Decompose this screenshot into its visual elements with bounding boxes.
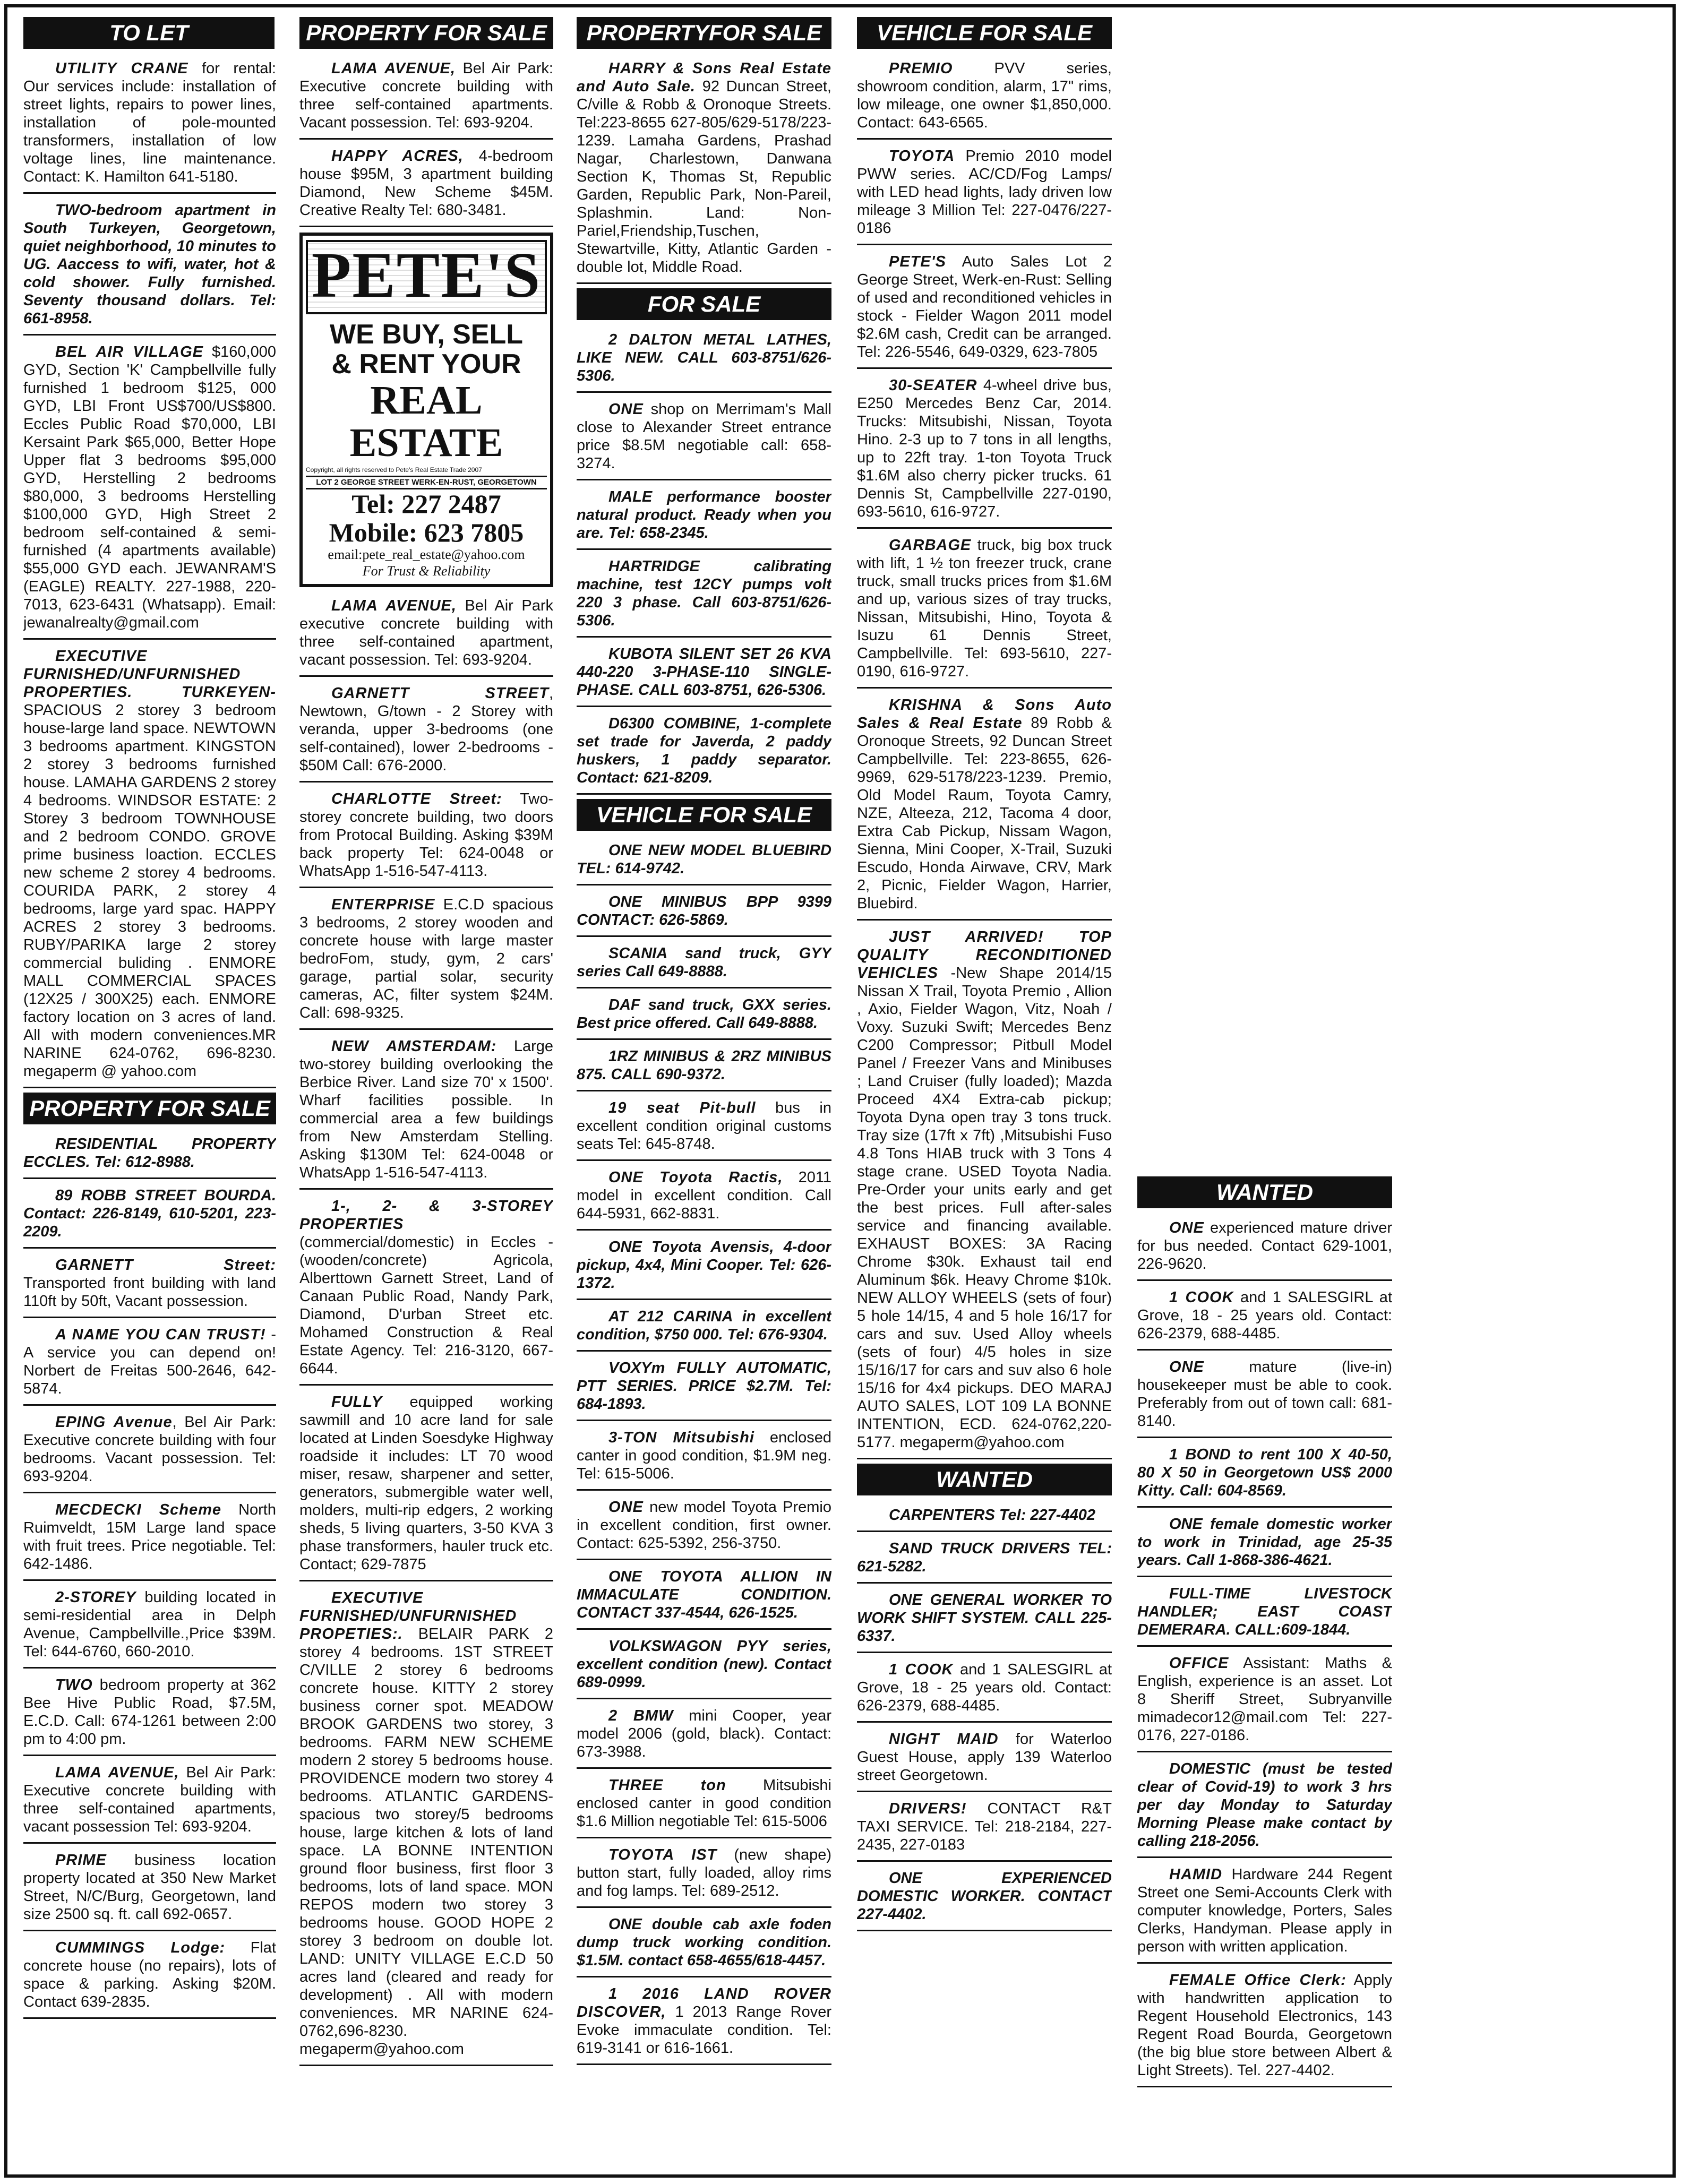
classified-ad <box>577 56 831 284</box>
ad-body: mature (live-in) housekeeper must be able to cook. Preferably from out of town call: 681-8140. <box>1137 1358 1392 1430</box>
classified-ad <box>1137 1216 1392 1281</box>
classified-ad <box>857 1657 1112 1723</box>
ad-body: shop on Merrimam's Mall close to Alexander Street entrance price $8.5M negotiable call: 658-3274. <box>577 401 831 472</box>
ad-lead: ONE NEW MODEL BLUEBIRD TEL: 614-9742. <box>577 842 831 877</box>
classified-ad <box>857 250 1112 369</box>
classified-ad <box>857 1866 1112 1931</box>
petes-real-estate-ad <box>299 233 553 587</box>
ad-lead: CARPENTERS Tel: 227-4402 <box>889 1507 1095 1524</box>
ad-lead: LAMA AVENUE, <box>331 597 457 614</box>
column-4 <box>857 15 1112 2170</box>
classified-ad <box>577 1425 831 1491</box>
ad-lead: 3-TON Mitsubishi <box>608 1429 754 1446</box>
ad-lead: 19 seat Pit-bull <box>608 1099 756 1116</box>
section-header-wanted: WANTED <box>1137 1176 1392 1208</box>
ad-lead: FULL-TIME LIVESTOCK HANDLER; EAST COAST DEMERARA. CALL:609-1844. <box>1137 1585 1392 1638</box>
ad-body: , Bel Air Park: Executive concrete building with four bedrooms. Vacant possession. Tel: 693-9204. <box>23 1414 276 1485</box>
ad-lead: EPING Avenue <box>55 1414 173 1431</box>
ad-lead: PRIME <box>55 1852 107 1869</box>
classified-ad <box>23 198 276 336</box>
ad-lead: PREMIO <box>889 60 953 77</box>
ad-lead: MALE performance booster natural product. Ready when you are. Tel: 658-2345. <box>577 488 831 541</box>
ad-body: 89 Robb & Oronoque Streets, 92 Duncan Street Campbellville. Tel: 223-8655, 626-9969, 629-5178/223-1239. Premio, Old Model Raum, Toyota Camry, NZE, Alteeza, 212, Tacoma 4 door, Extra Cab Pickup, Nissam Wagon, Sienna, Mini Cooper, X-Trail, Suzuki Escudo, Honda Airwave, CRV, Mark 2, Picnic, Fielder Wagon, Harrier, Bluebird. <box>857 715 1112 912</box>
ad-lead: 1 BOND to rent 100 X 40-50, 80 X 50 in Georgetown US$ 2000 Kitty. Call: 604-8569. <box>1137 1446 1392 1499</box>
classified-ad <box>577 1634 831 1699</box>
ad-body: 1 2013 Range Rover Evoke immaculate condition. Tel: 619-3141 or 616-1661. <box>577 2004 831 2057</box>
classified-ad <box>299 1034 553 1190</box>
petes-copyright: Copyright, all rights reserved to Pete's Real Estate Trade 2007 <box>306 466 482 474</box>
ad-lead: 2-STOREY <box>55 1589 136 1606</box>
petes-logo: PETE'S <box>306 240 547 314</box>
ad-lead: ONE double cab axle foden dump truck working condition. $1.5M. contact 658-4655/618-4457. <box>577 1916 831 1969</box>
classified-ad <box>1137 1968 1392 2087</box>
ad-lead: TOYOTA IST <box>608 1846 717 1863</box>
to-let-ads <box>23 56 276 1088</box>
section-header-vehicle-for-sale: VEHICLE FOR SALE <box>577 799 831 831</box>
classified-ad <box>577 328 831 393</box>
ad-lead: LAMA AVENUE, <box>331 60 456 77</box>
ad-body: 4-wheel drive bus, E250 Mercedes Benz Car, 2014. Trucks: Mitsubishi, Nissan, Toyota Hino. 2-3 up to 7 tons in all lengths, up to 22ft tray. 1-ton Toyota Truck $1.6M also cherry picker trucks. 61 Dennis St, Campbellville 227-0190, 693-5610, 616-9727. <box>857 377 1112 520</box>
classified-ad <box>1137 1442 1392 1508</box>
ad-lead: LAMA AVENUE, <box>55 1764 179 1781</box>
ad-lead: ONE <box>1169 1219 1204 1236</box>
ad-lead: 1 COOK <box>889 1661 954 1678</box>
petes-tagline: For Trust & Reliability <box>362 563 491 579</box>
ad-body: 92 Duncan Street, C/ville & Robb & Oronoque Streets. Tel:223-8655 627-805/629-5178/223-1239. Lamaha Gardens, Prashad Nagar, Charlestown, Danwana Section K, Thomas St, Republic Garden, Republic Park, Non-Pareil, Splashmin. Land: Non-Pariel,Friendship,Tuschen, Stewartville, Kitty, Atlantic Garden - double lot, Middle Road. <box>577 78 831 276</box>
classified-ad <box>299 594 553 677</box>
ad-lead: SCANIA sand truck, GYY series Call 649-8888. <box>577 945 831 980</box>
ad-lead: HARRY & Sons Real Estate and Auto Sale. <box>577 60 831 95</box>
ad-lead: GARNETT Street: <box>55 1257 276 1274</box>
classified-ad <box>857 693 1112 921</box>
ad-lead: ENTERPRISE <box>331 896 435 913</box>
ad-lead: A NAME YOU CAN TRUST! <box>55 1326 266 1343</box>
ad-lead: GARNETT STREET <box>331 685 549 702</box>
ad-body: and 1 SALESGIRL at Grove, 18 - 25 years old. Contact: 626-2379, 688-4485. <box>1137 1289 1392 1342</box>
ad-body: for rental: Our services include: installation of street lights, repairs to power lines, installation of pole-mounted transformers, installation of low voltage lines, line maintenance. Contact: K. Hamilton 641-5180. <box>23 60 276 185</box>
classified-ad <box>577 711 831 795</box>
ad-lead: KRISHNA & Sons Auto Sales & Real Estate <box>857 697 1112 732</box>
ad-lead: HAMID <box>1169 1866 1223 1883</box>
ad-lead: VOLKSWAGON PYY series, excellent condition (new). Contact 689-0999. <box>577 1638 831 1691</box>
column-2 <box>299 15 553 2170</box>
ad-lead: THREE ton <box>608 1777 726 1794</box>
ad-body: Bel Air Park: Executive concrete building with three self-contained apartments, vacant possession Tel: 693-9204. <box>23 1764 276 1835</box>
ad-lead: 1 COOK <box>1169 1289 1234 1306</box>
ad-body: and 1 SALESGIRL at Grove, 18 - 25 years old. Contact: 626-2379, 688-4485. <box>857 1661 1112 1714</box>
ad-lead: CHARLOTTE Street: <box>331 790 502 807</box>
classified-ad <box>1137 1285 1392 1351</box>
ad-lead: EXECUTIVE FURNISHED/UNFURNISHED PROPERTIES. TURKEYEN- <box>23 648 276 701</box>
ad-lead: TWO <box>55 1676 93 1693</box>
ad-lead: ONE <box>608 1499 644 1516</box>
ad-body: enclosed canter in good condition, $1.9M neg. Tel: 615-5006. <box>577 1429 831 1482</box>
section-header-vehicle-for-sale: VEHICLE FOR SALE <box>857 17 1112 49</box>
ad-lead: GARBAGE <box>889 537 972 554</box>
ad-lead: JUST ARRIVED! TOP QUALITY RECONDITIONED VEHICLES <box>857 928 1112 982</box>
ad-body: $160,000 GYD, Section 'K' Campbellville fully furnished 1 bedroom $125, 000 GYD, LBI Front US$700/US$800. Eccles Public Road $70,000, LBI Kersaint Park $65,000, Better Hope Upper flat 3 bedrooms $95,000 GYD, Herstelling 2 bedrooms $80,000, 3 bedrooms Herstelling $100,000 GYD, High Street 2 bedroom self-contained & semi-furnished (4 apartments available) $55,000 GYD each. JEWANRAM'S (EAGLE) REALTY. 227-1988, 220-7013, 623-6431 (Whatsapp). Email: jewanalrealty@gmail.com <box>23 343 276 631</box>
classified-ad <box>577 1044 831 1091</box>
ad-lead: NIGHT MAID <box>889 1731 999 1748</box>
ad-body: (commercial/domestic) in Eccles - (wooden/concrete) Agricola, Alberttown Garnett Street, Land of Canaan Public Road, Nandy Park, Diamond, D'urban Street etc. Mohamed Construction & Real Estate Agency. Tel: 216-3120, 667-6644. <box>299 1234 553 1377</box>
classified-ad <box>577 1773 831 1838</box>
classified-ad <box>577 1304 831 1352</box>
classified-ad <box>1137 1757 1392 1858</box>
classified-ad <box>1137 1512 1392 1577</box>
classified-ad <box>299 1194 553 1386</box>
ad-lead: 1 2016 LAND ROVER DISCOVER, <box>577 1985 831 2020</box>
ad-lead: 2 BMW <box>608 1707 674 1724</box>
classified-ad <box>577 397 831 480</box>
classified-ad <box>577 1495 831 1560</box>
classified-ad <box>299 1390 553 1581</box>
ad-lead: ONE female domestic worker to work in Trinidad, age 25-35 years. Call 1-868-386-4621. <box>1137 1516 1392 1569</box>
classifieds-page <box>4 4 1676 2178</box>
classified-ad <box>1137 1355 1392 1438</box>
ad-body: Flat concrete house (no repairs), lots of space & parking. Asking $20M. Contact 639-2835. <box>23 1939 276 2010</box>
section-header-for-sale: FOR SALE <box>577 288 831 320</box>
petes-line-1: WE BUY, SELL <box>329 319 524 350</box>
classified-ad <box>23 1760 276 1844</box>
ad-lead: ONE Toyota Ractis, <box>608 1169 783 1186</box>
ad-body: truck, big box truck with lift, 1 ½ ton freezer truck, crane truck, small trucks prices from $1.6M and up, various sizes of tray trucks, Nissan, Mitsubishi, Hino, Toyota & Isuzu 61 Dennis Street, Campbellville. Tel: 693-5610, 227-0190, 616-9727. <box>857 537 1112 680</box>
petes-mobile: Mobile: 623 7805 <box>329 518 524 547</box>
ad-lead: ONE <box>608 401 644 418</box>
ad-lead: ONE TOYOTA ALLION IN IMMACULATE CONDITION. CONTACT 337-4544, 626-1525. <box>577 1568 831 1621</box>
classified-ad <box>577 1843 831 1908</box>
classified-ad <box>577 1912 831 1977</box>
classified-ad <box>299 144 553 227</box>
classified-ad <box>299 1586 553 2066</box>
ad-body: PVV series, showroom condition, alarm, 17" rims, low mileage, one owner $1,850,000. Contact: 643-6565. <box>857 60 1112 131</box>
ad-body: Bel Air Park: Executive concrete building with three self-contained apartments. Vacant possession. Tel: 693-9204. <box>299 60 553 131</box>
classified-ad <box>23 1253 276 1318</box>
property-ads <box>23 1132 276 2019</box>
ad-lead: ONE MINIBUS BPP 9399 CONTACT: 626-5869. <box>577 893 831 928</box>
ad-body: bus in excellent condition original customs seats Tel: 645-8748. <box>577 1099 831 1153</box>
ad-body: Two-storey concrete building, two doors from Protocal Building. Asking $39M back property Tel: 624-0048 or WhatsApp 1-516-547-4113. <box>299 790 553 880</box>
ad-lead: D6300 COMBINE, 1-complete set trade for Javerda, 2 paddy huskers, 1 paddy separator. Contact: 621-8209. <box>577 715 831 786</box>
wanted-ads <box>1137 1216 1392 2087</box>
classified-ad <box>23 56 276 194</box>
ad-body: -New Shape 2014/15 Nissan X Trail, Toyota Premio , Allion , Axio, Fielder Wagon, Vitz, Noah / Voxy. Suzuki Swift; Mercedes Benz C200 Compressor; Pitbull Model Panel / Freezer Vans and Minibuses ; Land Cruiser (fully loaded); Mazda Proceed 4X4 Extra-cab pickup; Toyota Dyna open tray 3 tons truck. Tray size (17ft x 7ft) ,Mitsubishi Fuso 4.8 Tons HIAB truck with 3 Tons 4 stage crane. USED Toyota Nadia. Pre-Order your units early and get the best prices. Full after-sales service and financing available. EXHAUST BOXES: 3A Racing Chrome $30k. Exhaust tail end Aluminum $6k. Heavy Chrome $10k. NEW ALLOY WHEELS (sets of four) 5 hole 14/15, 4 and 5 hole 16/17 for cars and suv. Used Alloy wheels (sets of four) 4/5 holes in size 15/16/17 for cars and suv also 6 hole 15/16 for 4x4 pickups. DEO MARAJ AUTO SALES, LOT 109 LA BONNE INTENTION, ECD. 624-0762,220-5177. megaperm@yahoo.com <box>857 965 1112 1451</box>
ad-body: bedroom property at 362 Bee Hive Public Road, $7.5M, E.C.D. Call: 674-1261 between 2:00 pm to 4:00 pm. <box>23 1676 276 1748</box>
ad-body: North Ruimveldt, 15M Large land space with fruit trees. Price negotiable. Tel: 642-1486. <box>23 1501 276 1572</box>
classified-ad <box>577 485 831 550</box>
ad-lead: UTILITY CRANE <box>55 60 188 77</box>
property-ads <box>577 56 831 284</box>
ad-lead: RESIDENTIAL PROPERTY ECCLES. Tel: 612-8988. <box>23 1136 276 1171</box>
ad-lead: ONE GENERAL WORKER TO WORK SHIFT SYSTEM. CALL 225-6337. <box>857 1592 1112 1645</box>
classified-ad <box>23 1585 276 1669</box>
classified-ad <box>23 1848 276 1931</box>
ad-lead: DAF sand truck, GXX series. Best price offered. Call 649-8888. <box>577 996 831 1031</box>
classified-ad <box>577 1165 831 1231</box>
ad-lead: HARTRIDGE calibrating machine, test 12CY pumps volt 220 3 phase. Call 603-8751/626-5306. <box>577 558 831 629</box>
ad-lead: MECDECKI Scheme <box>55 1501 221 1518</box>
ad-lead: ONE <box>1169 1358 1204 1375</box>
ad-lead: DRIVERS! <box>889 1800 967 1817</box>
ad-body: CONTACT R&T TAXI SERVICE. Tel: 218-2184, 227-2435, 227-0183 <box>857 1800 1112 1853</box>
classified-ad <box>857 533 1112 689</box>
ad-body: BELAIR PARK 2 storey 4 bedrooms. 1ST STREET C/VILLE 2 storey 6 bedrooms concrete house. KITTY 2 storey business corner spot. MEADOW BROOK GARDENS two storey, 3 bedrooms. FARM NEW SCHEME modern 2 storey 5 bedrooms house. PROVIDENCE modern two storey 4 bedrooms. ATLANTIC GARDENS-spacious two storey/5 bedrooms house, large kitchen & lots of land space. LA BONNE INTENTION ground floor business, first floor 3 bedrooms, lots of land space. MON REPOS modern two storey 3 bedrooms house. GOOD HOPE 2 storey 3 bedroom on double lot. LAND: UNITY VILLAGE E.C.D 50 acres land (cleared and ready for development) . All with modern conveniences. MR NARINE 624-0762,696-8230. megaperm@yahoo.com <box>299 1626 553 2058</box>
ad-lead: ONE EXPERIENCED DOMESTIC WORKER. CONTACT 227-4402. <box>857 1870 1112 1923</box>
property-ads-bottom <box>299 594 553 2066</box>
ad-lead: EXECUTIVE FURNISHED/UNFURNISHED PROPETIES:. <box>299 1589 517 1643</box>
ad-lead: TWO-bedroom apartment in South Turkeyen, Georgetown, quiet neighborhood, 10 minutes to UG. Aaccess to wifi, water, hot & cold shower. Fully furnished. Seventy thousand dollars. Tel: 661-8958. <box>23 202 276 327</box>
ad-lead: 1-, 2- & 3-STOREY PROPERTIES <box>299 1198 553 1233</box>
ad-body: for Waterloo Guest House, apply 139 Waterloo street Georgetown. <box>857 1731 1112 1784</box>
section-header-property-for-sale: PROPERTY FOR SALE <box>23 1093 276 1124</box>
classified-ad <box>23 1936 276 2019</box>
classified-ad <box>857 1727 1112 1792</box>
classified-ad <box>577 1235 831 1300</box>
petes-line-2: & RENT YOUR <box>331 349 521 380</box>
classified-ad <box>577 1564 831 1630</box>
classified-ad <box>1137 1581 1392 1647</box>
classified-ad <box>23 644 276 1088</box>
ad-body: Auto Sales Lot 2 George Street, Werk-en-Rust: Selling of used and reconditioned vehicles in stock - Fielder Wagon 2011 model $2.6M cash, Credit can be arranged. Tel: 226-5546, 649-0329, 623-7805 <box>857 253 1112 360</box>
ad-lead: DOMESTIC (must be tested clear of Covid-19) to work 3 hrs per day Monday to Saturday Morning Please make contact by calling 218-2056. <box>1137 1760 1392 1850</box>
ad-lead: OFFICE <box>1169 1655 1229 1672</box>
classified-ad <box>577 941 831 988</box>
petes-address: LOT 2 GEORGE STREET WERK-EN-RUST, GEORGETOWN <box>306 476 547 489</box>
ad-body: Bel Air Park executive concrete building with three self-contained apartment, vacant possession. Tel: 693-9204. <box>299 597 553 668</box>
classified-ad <box>577 993 831 1040</box>
ad-body: - A service you can depend on! Norbert de Freitas 500-2646, 642-5874. <box>23 1326 276 1397</box>
petes-tel: Tel: 227 2487 <box>351 489 501 519</box>
ad-lead: KUBOTA SILENT SET 26 KVA 440-220 3-PHASE-110 SINGLE-PHASE. CALL 603-8751, 626-5306. <box>577 646 831 699</box>
classified-ad <box>577 1704 831 1769</box>
ad-body: Assistant: Maths & English, experience is an asset. Lot 8 Sheriff Street, Subryanville mimadecor12@mail.com Tel: 227-0176, 227-0186. <box>1137 1655 1392 1744</box>
ad-body: new model Toyota Premio in excellent condition, first owner. Contact: 625-5392, 256-3750. <box>577 1499 831 1552</box>
classified-ad <box>299 56 553 140</box>
ad-body: business location property located at 350 New Market Street, N/C/Burg, Georgetown, land size 2500 sq. ft. call 692-0657. <box>23 1852 276 1923</box>
property-ads-top <box>299 56 553 227</box>
ad-body: (new shape) button start, fully loaded, alloy rims and fog lamps. Tel: 689-2512. <box>577 1846 831 1899</box>
classified-ad <box>1137 1651 1392 1752</box>
classified-ad <box>857 925 1112 1459</box>
ad-lead: SAND TRUCK DRIVERS TEL: 621-5282. <box>857 1540 1112 1575</box>
classified-ad <box>857 1503 1112 1532</box>
classified-ad <box>857 1588 1112 1653</box>
ad-body: mini Cooper, year model 2006 (gold, black). Contact: 673-3988. <box>577 1707 831 1760</box>
ad-body: Apply with handwritten application to Regent Household Electronics, 143 Regent Road Bourda, Georgetown (the big blue store between Albert & Light Streets). Tel. 227-4402. <box>1137 1972 1392 2079</box>
classified-ad <box>23 1410 276 1493</box>
classified-ad <box>577 1982 831 2065</box>
ad-lead: 1RZ MINIBUS & 2RZ MINIBUS 875. CALL 690-9372. <box>577 1048 831 1083</box>
ad-body: experienced mature driver for bus needed. Contact 629-1001, 226-9620. <box>1137 1219 1392 1272</box>
classified-ad <box>299 787 553 888</box>
ad-lead: TOYOTA <box>889 148 955 165</box>
vehicle-ads <box>857 56 1112 1459</box>
section-header-wanted: WANTED <box>857 1464 1112 1495</box>
ad-body: E.C.D spacious 3 bedrooms, 2 storey wooden and concrete house with large master bedroFom, study, gym, 2 cars' garage, partial solar, security cameras, AC, filter system $24M. Call: 698-9325. <box>299 896 553 1021</box>
ad-body: equipped working sawmill and 10 acre land for sale located at Linden Soesdyke Highway roadside it includes: LT 70 wood miser, resaw, sharpener and setter, generators, submergible water well, molders, multi-rip edgers, 2 working sheds, 5 living quarters, 3-50 KVA 3 phase transformers, hauler truck etc. Contact; 629-7875 <box>299 1394 553 1573</box>
column-3 <box>577 15 831 2170</box>
ad-lead: 89 ROBB STREET BOURDA. Contact: 226-8149, 610-5201, 223-2209. <box>23 1187 276 1240</box>
for-sale-ads <box>577 328 831 795</box>
classified-ad <box>577 554 831 638</box>
ad-body: Large two-storey building overlooking the Berbice River. Land size 70' x 1500'. Wharf facilities possible. In commercial area a few buildings from New Amsterdam Stelling. Asking $130M Tel: 624-0048 or WhatsApp 1-516-547-4113. <box>299 1038 553 1181</box>
classified-ad <box>23 1673 276 1756</box>
ad-lead: FEMALE Office Clerk: <box>1169 1972 1346 1989</box>
section-header-to-let: TO LET <box>23 17 275 49</box>
petes-email: email:pete_real_estate@yahoo.com <box>328 547 525 562</box>
classified-ad <box>577 1096 831 1161</box>
classified-ad <box>857 56 1112 140</box>
section-header-property-for-sale: PROPERTYFOR SALE <box>577 17 831 49</box>
classified-ad <box>857 373 1112 529</box>
ad-lead: 2 DALTON METAL LATHES, LIKE NEW. CALL 603-8751/626-5306. <box>577 331 831 384</box>
classified-ad <box>577 838 831 885</box>
ad-body: 2011 model in excellent condition. Call 644-5931, 662-8831. <box>577 1169 831 1222</box>
ad-lead: 30-SEATER <box>889 377 977 394</box>
ad-body: Mitsubishi enclosed canter in good condition $1.6 Million negotiable Tel: 615-5006 <box>577 1777 831 1830</box>
ad-lead: ONE Toyota Avensis, 4-door pickup, 4x4, Mini Cooper. Tel: 626-1372. <box>577 1239 831 1292</box>
classified-ad <box>23 340 276 640</box>
classified-ad <box>23 1498 276 1581</box>
wanted-ads <box>857 1503 1112 1931</box>
classified-ad <box>23 1322 276 1406</box>
ad-lead: NEW AMSTERDAM: <box>331 1038 497 1055</box>
ad-body: Transported front building with land 110ft by 50ft, Vacant possession. <box>23 1275 276 1310</box>
ad-body: Premio 2010 model PWW series. AC/CD/Fog Lamps/ with LED head lights, lady driven low mileage 3 Million Tel: 227-0476/227-0186 <box>857 148 1112 237</box>
classified-ad <box>577 890 831 937</box>
ad-body: SPACIOUS 2 storey 3 bedroom house-large land space. NEWTOWN 3 bedrooms apartment. KINGSTON 2 storey 3 bedrooms furnished house. LAMAHA GARDENS 2 storey 4 bedrooms. WINDSOR ESTATE: 2 Storey 3 bedroom TOWNHOUSE and 2 bedroom CONDO. GROVE prime business loaction. ECCLES new scheme 2 storey 4 bedrooms. COURIDA PARK, 2 storey 4 bedrooms, large yard spac. HAPPY ACRES 2 storey 3 bedrooms. RUBY/PARIKA large 2 storey commercial buliding . ENMORE MALL COMMERCIAL SPACES (12X25 / 300X25) each. ENMORE factory location on 3 acres of land. All with modern conveniences.MR NARINE 624-0762, 696-8230. megaperm @ yahoo.com <box>23 702 276 1080</box>
classified-ad <box>1137 1862 1392 1964</box>
vehicle-ads <box>577 838 831 2065</box>
ad-lead: PETE'S <box>889 253 946 270</box>
ad-body: Hardware 244 Regent Street one Semi-Accounts Clerk with computer knowledge, Porters, Sales Clerks, Handyman. Please apply in person with written application. <box>1137 1866 1392 1955</box>
classified-ad <box>577 642 831 707</box>
classified-ad <box>299 681 553 783</box>
ad-lead: AT 212 CARINA in excellent condition, $750 000. Tel: 676-9304. <box>577 1308 831 1343</box>
ad-lead: HAPPY ACRES, <box>331 148 464 165</box>
classified-ad <box>857 144 1112 245</box>
ad-lead: FULLY <box>331 1394 383 1411</box>
classified-ad <box>299 892 553 1030</box>
ad-body: 4-bedroom house $95M, 3 apartment building Diamond, New Scheme $45M. Creative Realty Tel: 680-3481. <box>299 148 553 219</box>
classified-ad <box>23 1132 276 1179</box>
ad-body: building located in semi-residential area in Delph Avenue, Campbellville.,Price $39M. Tel: 644-6760, 660-2010. <box>23 1589 276 1660</box>
ad-body: , Newtown, G/town - 2 Storey with veranda, upper 3-bedrooms (one self-contained), lower 2-bedrooms - $50M Call: 676-2000. <box>299 685 553 774</box>
section-header-property-for-sale: PROPERTY FOR SALE <box>299 17 553 49</box>
petes-line-3: REAL ESTATE <box>349 378 503 465</box>
ad-lead: VOXYm FULLY AUTOMATIC, PTT SERIES. PRICE $2.7M. Tel: 684-1893. <box>577 1360 831 1413</box>
classified-ad <box>857 1536 1112 1584</box>
classified-ad <box>857 1796 1112 1862</box>
ad-lead: BEL AIR VILLAGE <box>55 343 204 360</box>
column-5 <box>1137 1174 1392 2172</box>
ad-lead: CUMMINGS Lodge: <box>55 1939 226 1956</box>
classified-ad <box>23 1183 276 1249</box>
column-1 <box>23 15 276 2170</box>
classified-ad <box>577 1356 831 1421</box>
